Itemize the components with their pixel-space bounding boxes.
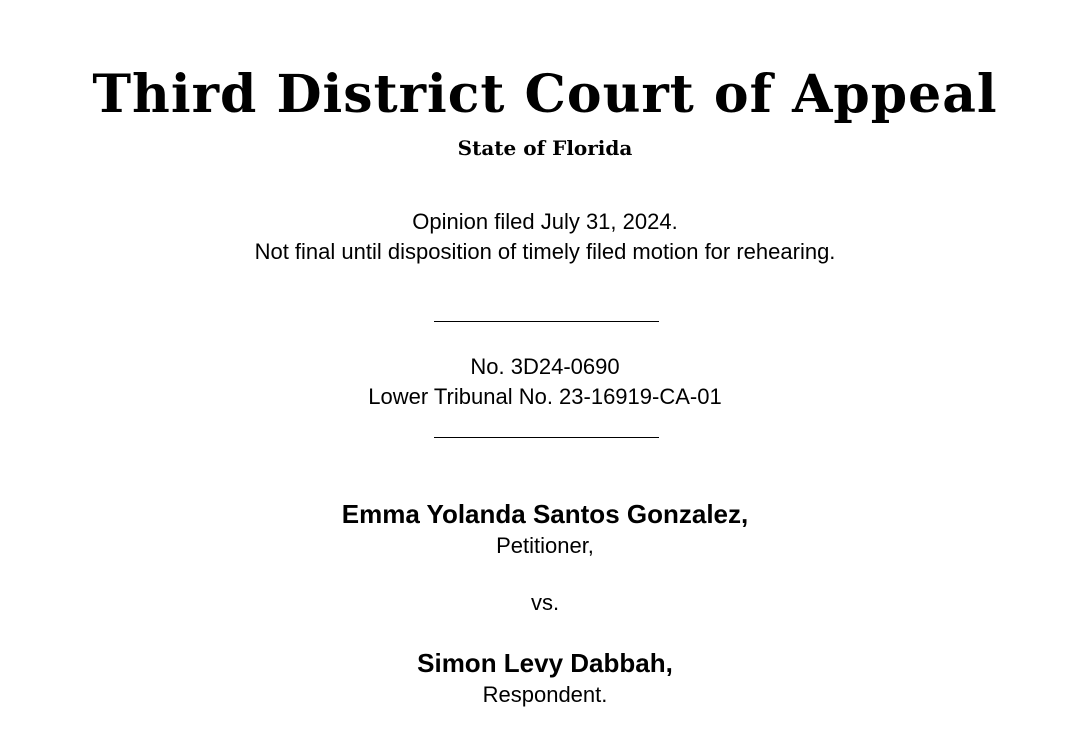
respondent-role: Respondent.	[482, 682, 608, 707]
petitioner-name: Emma Yolanda Santos Gonzalez,	[341, 499, 749, 529]
lower-tribunal-number: Lower Tribunal No. 23-16919-CA-01	[368, 384, 722, 409]
respondent-name: Simon Levy Dabbah,	[417, 648, 673, 678]
state-subtitle: State of Florida	[457, 136, 633, 160]
divider-bottom	[434, 437, 659, 438]
divider-top	[434, 321, 659, 322]
case-number: No. 3D24-0690	[470, 354, 620, 379]
court-title: Third District Court of Appeal	[92, 64, 998, 125]
opinion-filed-date: Opinion filed July 31, 2024.	[412, 209, 678, 234]
versus-label: vs.	[530, 590, 560, 615]
rehearing-notice: Not final until disposition of timely filed motion for rehearing.	[254, 239, 836, 264]
petitioner-role: Petitioner,	[496, 533, 594, 558]
